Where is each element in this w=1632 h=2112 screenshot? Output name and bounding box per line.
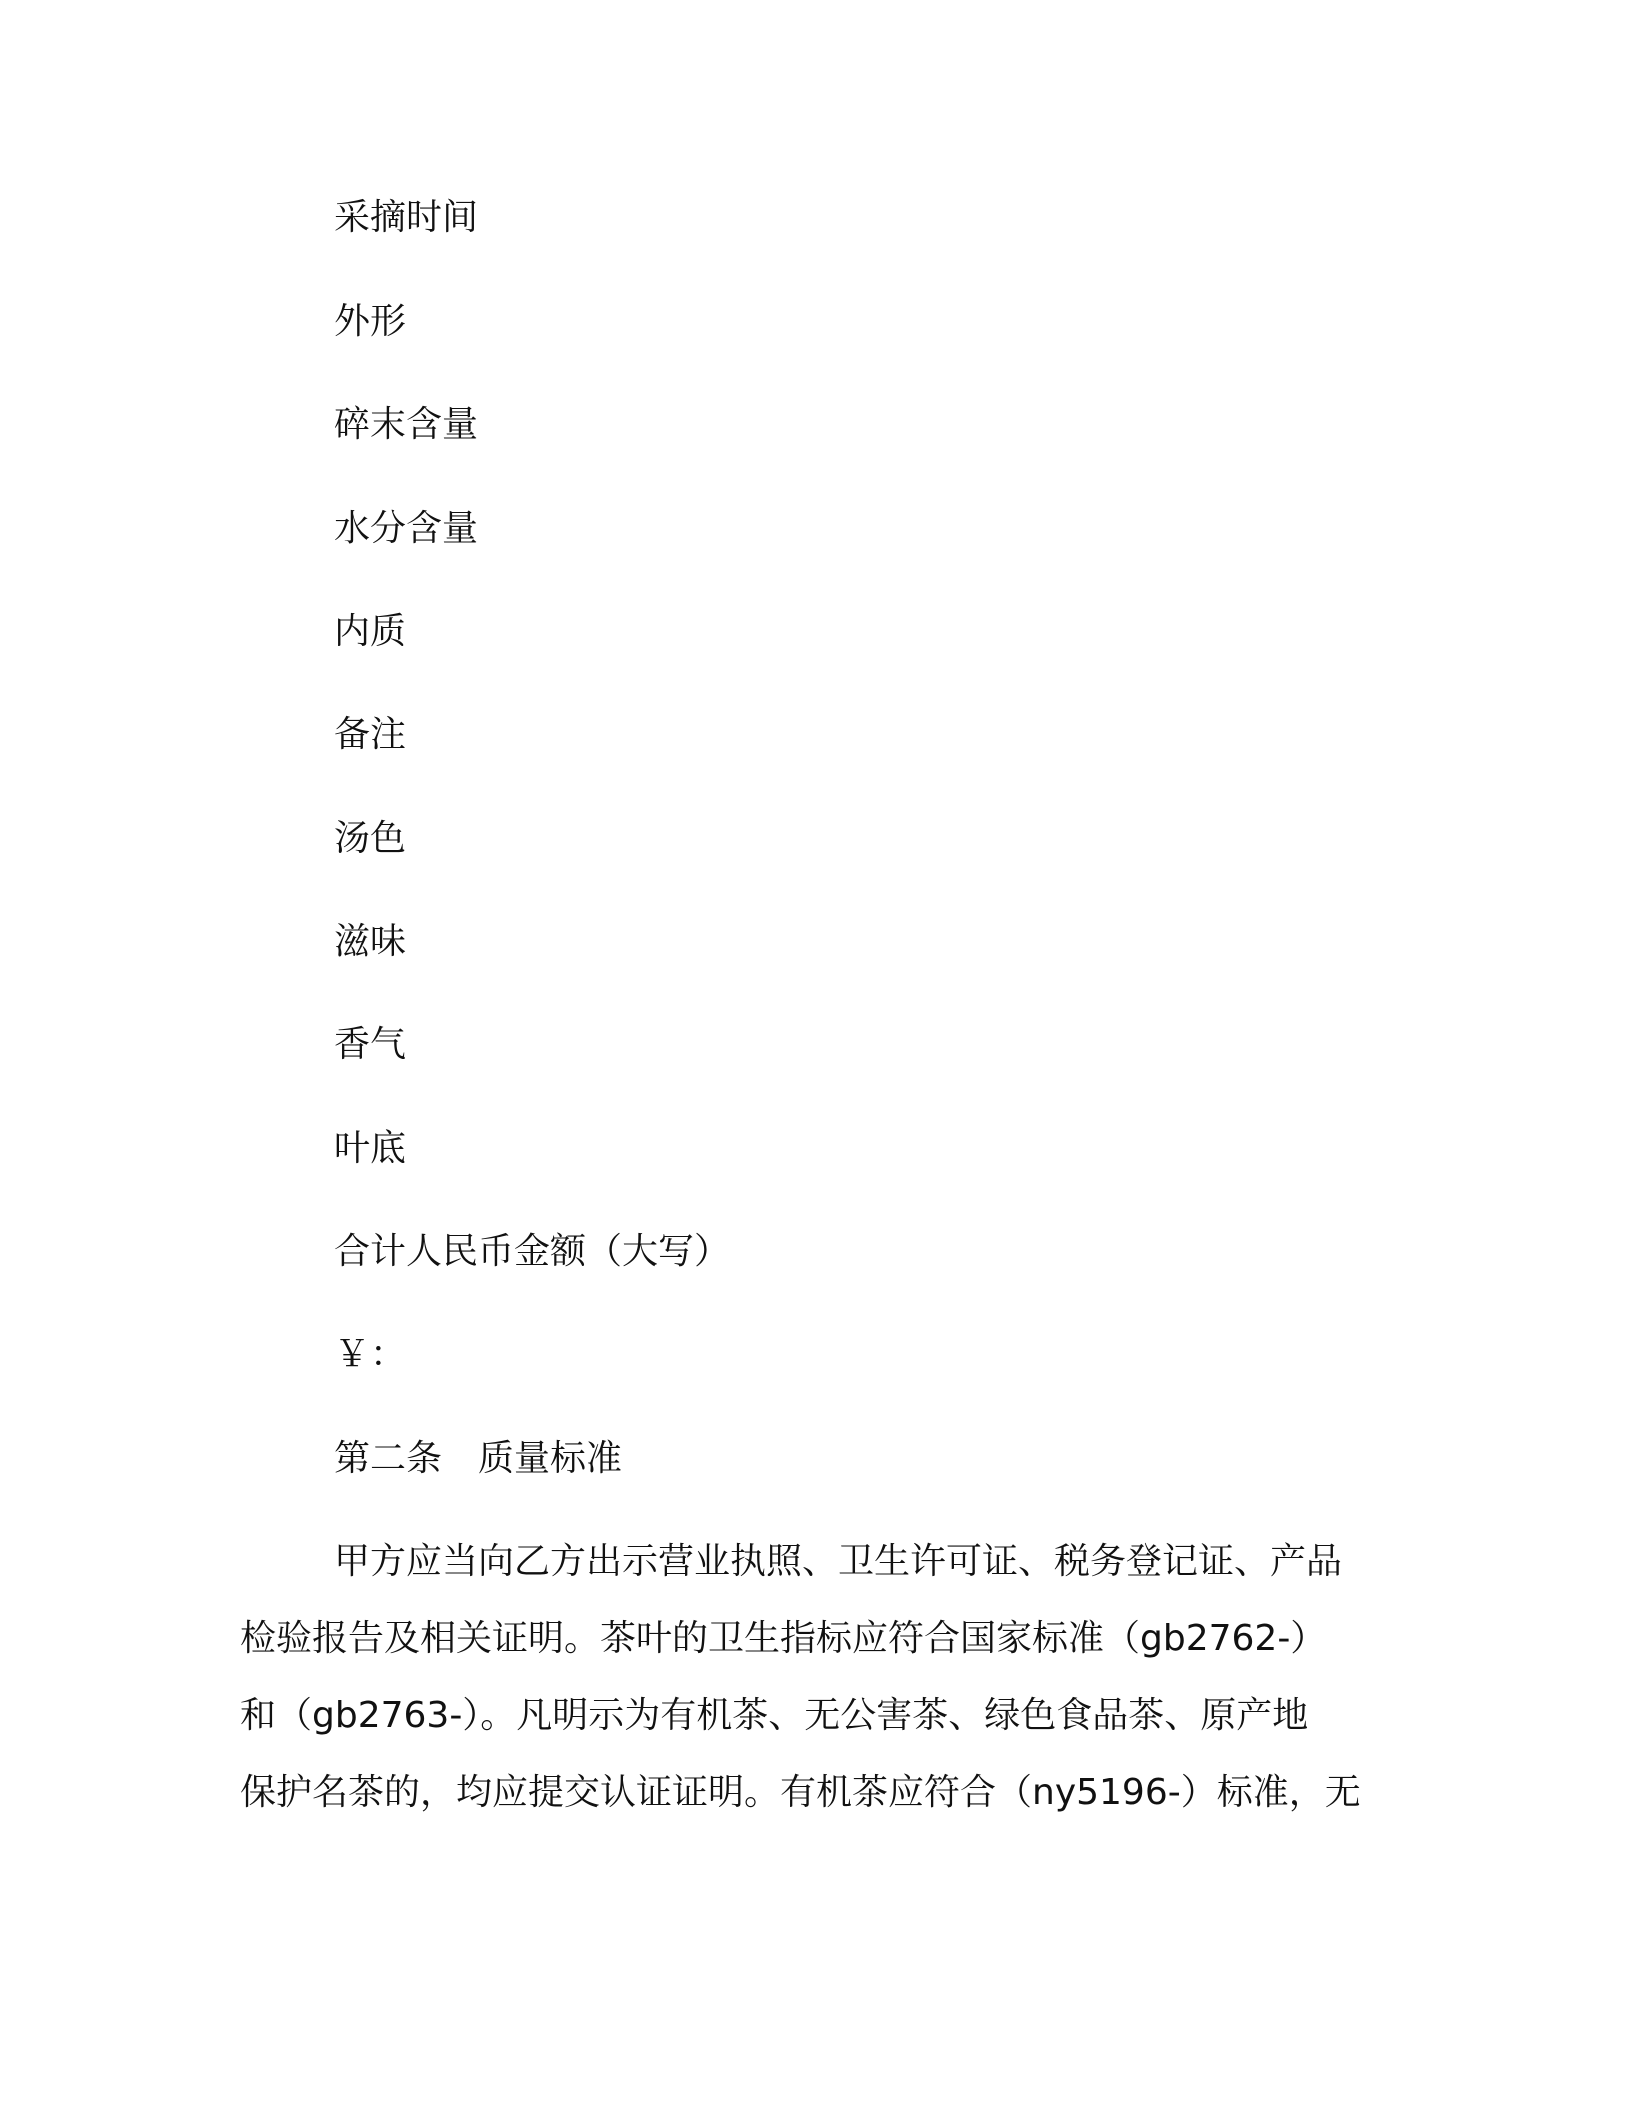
field-label-aroma: 香气 bbox=[334, 1024, 407, 1065]
paragraph-line: 和（gb2763-）。凡明示为有机茶、无公害茶、绿色食品茶、原产地 bbox=[240, 1695, 1309, 1736]
field-label-inner-quality: 内质 bbox=[334, 611, 407, 652]
field-label-fragment-content: 碎末含量 bbox=[334, 404, 479, 445]
field-label-moisture-content: 水分含量 bbox=[334, 508, 479, 549]
field-label-appearance: 外形 bbox=[334, 301, 407, 342]
paragraph-line: 检验报告及相关证明。茶叶的卫生指标应符合国家标准（gb2762-） bbox=[240, 1618, 1327, 1659]
paragraph-line: 甲方应当向乙方出示营业执照、卫生许可证、税务登记证、产品 bbox=[334, 1541, 1343, 1582]
field-label-taste: 滋味 bbox=[334, 921, 407, 962]
field-label-yuan-symbol: ￥： bbox=[334, 1334, 407, 1375]
field-label-liquor-color: 汤色 bbox=[334, 818, 407, 859]
field-label-total-amount: 合计人民币金额（大写） bbox=[334, 1231, 731, 1272]
field-label-picking-time: 采摘时间 bbox=[334, 197, 479, 238]
paragraph-line: 保护名茶的，均应提交认证证明。有机茶应符合（ny5196-）标准，无 bbox=[240, 1772, 1361, 1813]
field-label-leaf-base: 叶底 bbox=[334, 1128, 407, 1169]
field-label-remarks: 备注 bbox=[334, 714, 407, 755]
section-heading: 第二条 质量标准 bbox=[334, 1438, 623, 1479]
